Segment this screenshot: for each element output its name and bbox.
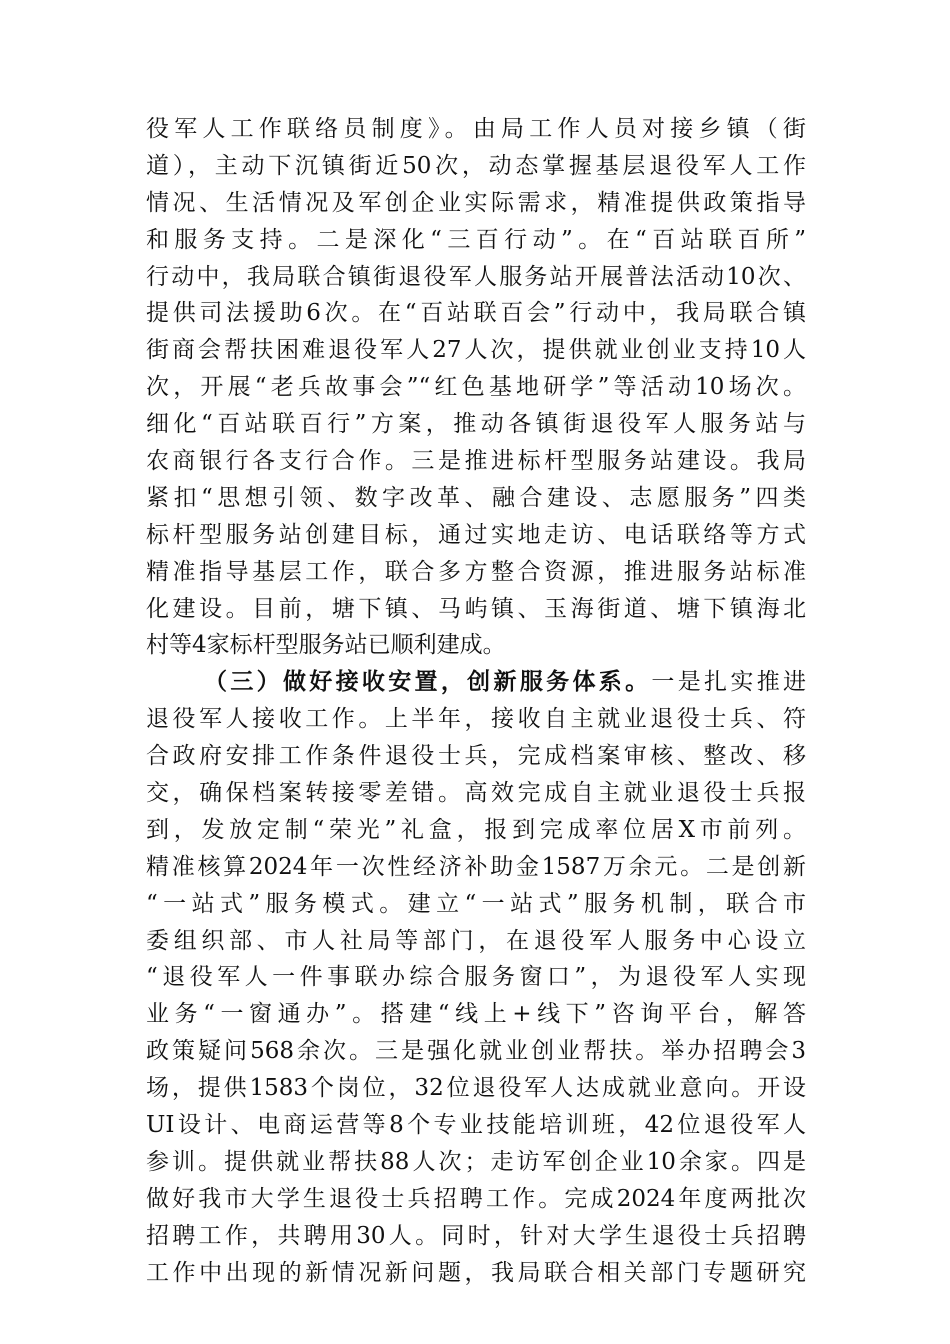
section-3-first-line — [146, 664, 806, 701]
text-line: 紧扣“思想引领、数字改革、融合建设、志愿服务”四类 — [146, 484, 806, 511]
text-line: 标杆型服务站创建目标，通过实地走访、电话联络等方式 — [146, 521, 806, 548]
text-line: 做好我市大学生退役士兵招聘工作。完成2024年度两批次 — [146, 1185, 806, 1212]
text-line: “一站式”服务模式。建立“一站式”服务机制，联合市 — [146, 890, 806, 917]
text-line: 精准核算2024年一次性经济补助金1587万余元。二是创新 — [146, 853, 806, 880]
text-line: 役军人工作联络员制度》。由局工作人员对接乡镇（街 — [146, 116, 806, 142]
text-line: 到，发放定制“荣光”礼盒，报到完成率位居X市前列。 — [146, 816, 806, 843]
text-line: 行动中，我局联合镇街退役军人服务站开展普法活动10次、 — [146, 263, 806, 290]
text-line: 情况、生活情况及军创企业实际需求，精准提供政策指导 — [146, 189, 806, 216]
text-line: “退役军人一件事联办综合服务窗口”，为退役军人实现 — [146, 964, 806, 991]
text-line: 退役军人接收工作。上半年，接收自主就业退役士兵、符 — [146, 706, 806, 733]
text-line: 细化“百站联百行”方案，推动各镇街退役军人服务站与 — [146, 411, 806, 438]
text-line: 合政府安排工作条件退役士兵，完成档案审核、整改、移 — [146, 743, 806, 770]
text-line: 提供司法援助6次。在“百站联百会”行动中，我局联合镇 — [146, 300, 806, 327]
text-line: 工作中出现的新情况新问题，我局联合相关部门专题研究 — [146, 1259, 806, 1286]
text-line: 道），主动下沉镇街近50次，动态掌握基层退役军人工作 — [146, 152, 806, 179]
section-3-heading-rest: 一是扎实推进 — [651, 669, 807, 696]
body-text — [146, 111, 806, 1292]
text-line: 交，确保档案转接零差错。高效完成自主就业退役士兵报 — [146, 780, 806, 807]
text-line: 化建设。目前，塘下镇、马屿镇、玉海街道、塘下镇海北 — [146, 595, 806, 622]
section-3-heading: （三）做好接收安置，创新服务体系。 — [204, 668, 652, 696]
text-line: 场，提供1583个岗位，32位退役军人达成就业意向。开设 — [146, 1075, 806, 1102]
text-line: 农商银行各支行合作。三是推进标杆型服务站建设。我局 — [146, 448, 806, 475]
text-line: 参训。提供就业帮扶88人次；走访军创企业10余家。四是 — [146, 1148, 806, 1175]
text-line: 和服务支持。二是深化“三百行动”。在“百站联百所” — [146, 226, 806, 253]
text-line: 招聘工作，共聘用30人。同时，针对大学生退役士兵招聘 — [146, 1222, 806, 1249]
text-line: 街商会帮扶困难退役军人27人次，提供就业创业支持10人 — [146, 337, 806, 364]
text-line: UI设计、电商运营等8个专业技能培训班，42位退役军人 — [146, 1112, 806, 1139]
text-line: 次，开展“老兵故事会”“红色基地研学”等活动10场次。 — [146, 374, 806, 401]
text-line: 政策疑问568余次。三是强化就业创业帮扶。举办招聘会3 — [146, 1038, 806, 1065]
text-line: 业务“一窗通办”。搭建“线上+线下”咨询平台，解答 — [146, 1001, 806, 1028]
text-line: 委组织部、市人社局等部门，在退役军人服务中心设立 — [146, 927, 806, 954]
text-line: 村等4家标杆型服务站已顺利建成。 — [146, 632, 506, 659]
text-line: 精准指导基层工作，联合多方整合资源，推进服务站标准 — [146, 558, 806, 585]
